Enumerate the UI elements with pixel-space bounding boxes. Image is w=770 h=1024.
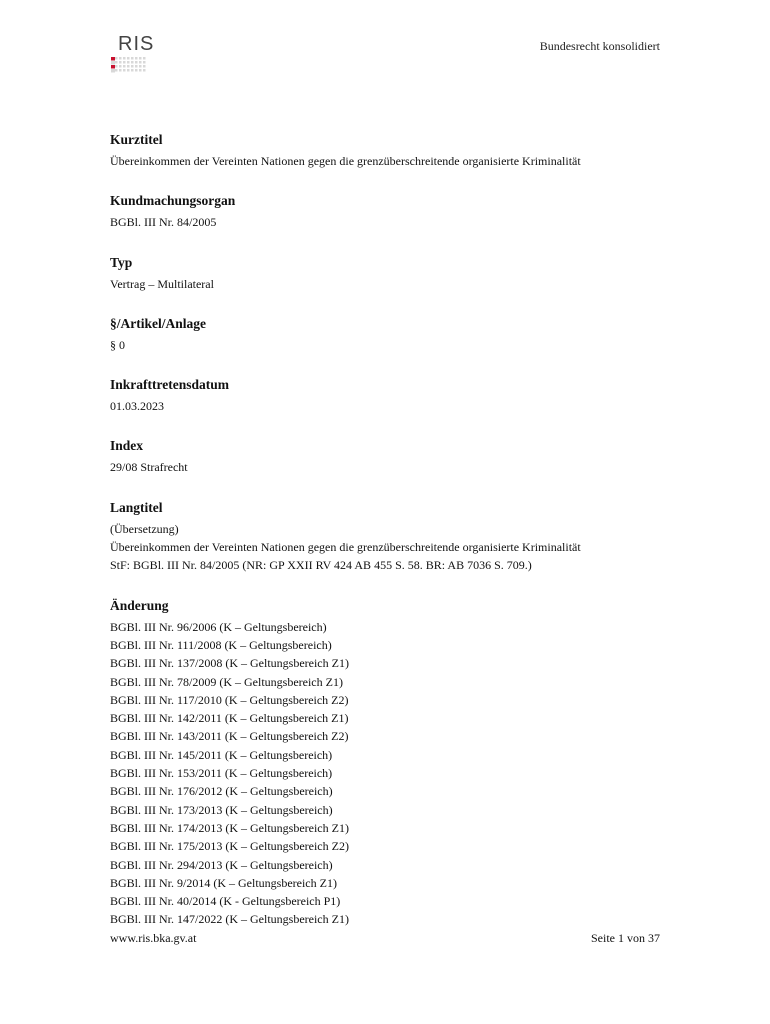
section-heading: Langtitel xyxy=(110,499,163,515)
logo-dot xyxy=(111,57,115,61)
logo-dot xyxy=(115,57,118,60)
section-heading: Kurztitel xyxy=(110,132,163,147)
logo-dot xyxy=(127,65,130,68)
logo-dot xyxy=(139,61,142,64)
section-line: BGBl. III Nr. 78/2009 (K – Geltungsbereich Z1) xyxy=(110,674,343,689)
section-line: BGBl. III Nr. 142/2011 (K – Geltungsbereich Z1) xyxy=(110,711,349,726)
logo-dot xyxy=(135,57,138,60)
section-line: § 0 xyxy=(110,337,125,352)
logo-dot xyxy=(111,61,115,65)
logo-dot xyxy=(115,69,118,72)
section-line: BGBl. III Nr. 174/2013 (K – Geltungsbereich Z1) xyxy=(110,820,349,835)
logo-dot xyxy=(123,57,126,60)
footer-page-number: Seite 1 von 37 xyxy=(591,931,660,945)
logo-dot xyxy=(139,57,142,60)
section-index xyxy=(110,437,670,476)
logo-dot xyxy=(143,57,146,60)
section-line: BGBl. III Nr. 9/2014 (K – Geltungsbereich Z1) xyxy=(110,875,337,890)
section-line: (Übersetzung) xyxy=(110,521,179,536)
logo-dot xyxy=(127,69,130,72)
section-heading: Kundmachungsorgan xyxy=(110,193,236,209)
logo-dot xyxy=(131,65,134,68)
logo-dot xyxy=(143,69,146,72)
logo-dot xyxy=(119,65,122,68)
section-line: BGBl. III Nr. 173/2013 (K – Geltungsbereich) xyxy=(110,802,333,817)
logo-dot xyxy=(127,57,130,60)
section-heading: Inkrafttretensdatum xyxy=(110,377,229,393)
section-line: 29/08 Strafrecht xyxy=(110,460,188,475)
section-heading: Änderung xyxy=(110,597,169,613)
section-line: BGBl. III Nr. 175/2013 (K – Geltungsbereich Z2) xyxy=(110,839,349,854)
logo-dots-icon xyxy=(111,57,151,73)
logo-dot xyxy=(135,65,138,68)
logo-dot xyxy=(135,69,138,72)
section-line: BGBl. III Nr. 84/2005 xyxy=(110,215,217,230)
logo-dot xyxy=(131,61,134,64)
logo-dot xyxy=(143,61,146,64)
document-type-label: Bundesrecht konsolidiert xyxy=(539,39,660,53)
section-typ xyxy=(110,254,670,293)
logo-dot xyxy=(135,61,138,64)
section-inkrafttretensdatum xyxy=(110,376,670,415)
section-line: BGBl. III Nr. 145/2011 (K – Geltungsbereich) xyxy=(110,747,333,762)
logo-dot xyxy=(119,61,122,64)
logo-dot xyxy=(131,69,134,72)
section-line: BGBl. III Nr. 40/2014 (K - Geltungsbereich P1) xyxy=(110,894,341,909)
logo-dot xyxy=(139,65,142,68)
document-content xyxy=(110,131,670,951)
logo-dot xyxy=(139,69,142,72)
section-line: Übereinkommen der Vereinten Nationen gegen die grenzüberschreitende organisierte Kriminalität xyxy=(110,154,581,168)
section-heading: §/Artikel/Anlage xyxy=(110,315,206,331)
section-line: BGBl. III Nr. 176/2012 (K – Geltungsbereich) xyxy=(110,784,333,799)
logo-dot xyxy=(123,69,126,72)
section-line: BGBl. III Nr. 117/2010 (K – Geltungsbereich Z2) xyxy=(110,692,349,707)
section-line: BGBl. III Nr. 137/2008 (K – Geltungsbereich Z1) xyxy=(110,656,349,671)
logo-dot xyxy=(131,57,134,60)
section-line: 01.03.2023 xyxy=(110,399,164,414)
section-line: BGBl. III Nr. 147/2022 (K – Geltungsbereich Z1) xyxy=(110,912,349,927)
section-line: Vertrag – Multilateral xyxy=(110,276,214,291)
footer-url: www.ris.bka.gv.at xyxy=(110,931,197,945)
logo-dot xyxy=(115,65,118,68)
section-line: Übereinkommen der Vereinten Nationen gegen die grenzüberschreitende organisierte Kriminalität xyxy=(110,540,581,555)
logo-dot xyxy=(123,61,126,64)
logo-dot xyxy=(115,61,118,64)
logo-dot xyxy=(111,69,115,73)
logo-dot xyxy=(143,65,146,68)
section-langtitel xyxy=(110,499,670,575)
section-line: BGBl. III Nr. 143/2011 (K – Geltungsbereich Z2) xyxy=(110,729,349,744)
logo-dot xyxy=(119,69,122,72)
section-kundmachungsorgan xyxy=(110,192,670,231)
section-line: BGBl. III Nr. 96/2006 (K – Geltungsbereich) xyxy=(110,619,327,634)
section-heading: Index xyxy=(110,438,144,454)
section-line: BGBl. III Nr. 294/2013 (K – Geltungsbereich) xyxy=(110,857,333,872)
section-aenderung xyxy=(110,597,670,929)
section-kurztitel xyxy=(110,131,670,170)
logo-dot xyxy=(127,61,130,64)
section-heading: Typ xyxy=(110,254,133,270)
logo-dot xyxy=(111,65,115,69)
section-artikel xyxy=(110,315,670,354)
section-line: BGBl. III Nr. 111/2008 (K – Geltungsbereich) xyxy=(110,637,332,652)
section-line: BGBl. III Nr. 153/2011 (K – Geltungsbereich) xyxy=(110,766,333,781)
logo-text: RIS xyxy=(118,33,155,55)
logo-dot xyxy=(119,57,122,60)
logo-dot xyxy=(123,65,126,68)
ris-logo xyxy=(111,33,171,75)
section-line: StF: BGBl. III Nr. 84/2005 (NR: GP XXII RV 424 AB 455 S. 58. BR: AB 7036 S. 709.) xyxy=(110,558,532,573)
